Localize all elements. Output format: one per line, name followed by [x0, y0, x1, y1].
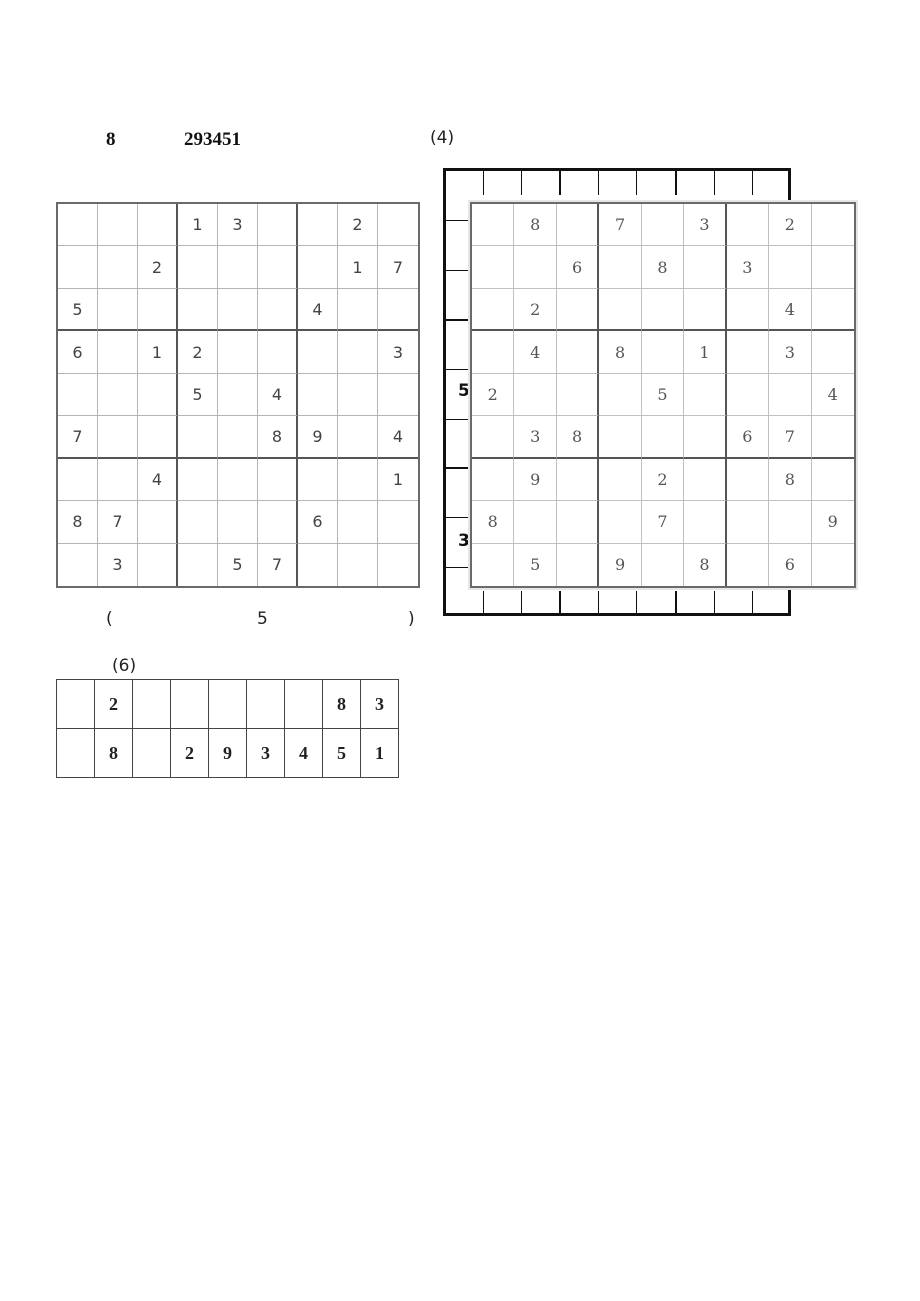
grid-cell: 4	[378, 416, 418, 458]
grid-cell	[258, 459, 298, 501]
grid-cell	[218, 246, 258, 288]
table-cell	[133, 729, 171, 778]
grid-cell	[378, 544, 418, 586]
table-cell: 4	[285, 729, 323, 778]
grid-cell	[218, 459, 258, 501]
grid-cell	[684, 501, 726, 543]
grid-cell: 1	[684, 331, 726, 373]
header-number-sequence: 293451	[184, 129, 241, 150]
grid-cell: 7	[58, 416, 98, 458]
grid-cell: 3	[769, 331, 811, 373]
grid-line	[446, 467, 472, 469]
grid-cell	[258, 501, 298, 543]
grid-line	[714, 591, 715, 616]
grid-cell: 4	[138, 459, 178, 501]
grid-cell	[98, 246, 138, 288]
grid-line	[446, 220, 472, 221]
grid-cell	[378, 374, 418, 416]
grid-cell	[514, 374, 556, 416]
grid-cell: 8	[472, 501, 514, 543]
grid-cell	[812, 459, 854, 501]
grid-cell	[684, 374, 726, 416]
grid-cell: 7	[378, 246, 418, 288]
grid-cell: 3	[514, 416, 556, 458]
grid-cell	[642, 204, 684, 246]
grid-cell	[338, 459, 378, 501]
grid-cell: 5	[58, 289, 98, 331]
grid-line	[714, 171, 715, 195]
grid-cell	[378, 289, 418, 331]
grid-cell: 1	[338, 246, 378, 288]
grid-cell	[684, 459, 726, 501]
grid-cell: 1	[138, 331, 178, 373]
grid-cell	[472, 416, 514, 458]
grid-line	[521, 591, 522, 616]
grid-cell	[338, 501, 378, 543]
grid-cell	[557, 459, 599, 501]
grid-cell	[58, 204, 98, 246]
grid-cell	[727, 331, 769, 373]
grid-cell: 9	[298, 416, 338, 458]
grid-cell	[98, 289, 138, 331]
grid-cell	[472, 459, 514, 501]
grid-cell	[258, 246, 298, 288]
grid-cell	[514, 501, 556, 543]
grid-cell	[218, 374, 258, 416]
grid-cell: 4	[769, 289, 811, 331]
grid-cell	[338, 289, 378, 331]
grid-cell	[378, 204, 418, 246]
grid-cell	[218, 501, 258, 543]
grid-cell: 8	[769, 459, 811, 501]
grid-cell	[642, 331, 684, 373]
grid-cell	[298, 204, 338, 246]
grid-cell: 3	[684, 204, 726, 246]
grid-cell	[298, 544, 338, 586]
grid-cell	[378, 501, 418, 543]
grid-cell	[514, 246, 556, 288]
grid-cell	[684, 246, 726, 288]
grid-cell	[472, 331, 514, 373]
grid-cell: 2	[178, 331, 218, 373]
grid-cell	[258, 331, 298, 373]
grid-cell	[298, 331, 338, 373]
grid-cell: 6	[58, 331, 98, 373]
grid-line	[675, 591, 677, 616]
grid-cell: 6	[557, 246, 599, 288]
grid-cell	[727, 374, 769, 416]
grid-cell	[727, 459, 769, 501]
grid-line	[483, 591, 484, 616]
grid-cell	[178, 289, 218, 331]
grid-cell: 6	[727, 416, 769, 458]
grid-cell	[769, 374, 811, 416]
grid-cell	[727, 501, 769, 543]
grid-line	[752, 171, 753, 195]
grid-cell	[298, 459, 338, 501]
table-cell	[285, 680, 323, 729]
partial-digit-3: 3	[458, 531, 470, 551]
grid-cell	[684, 416, 726, 458]
grid-cell: 5	[514, 544, 556, 586]
grid-line	[446, 419, 472, 420]
grid-cell	[727, 544, 769, 586]
grid-cell	[98, 204, 138, 246]
grid-cell	[338, 374, 378, 416]
grid-cell	[557, 289, 599, 331]
table-cell: 3	[361, 680, 399, 729]
grid-cell	[298, 246, 338, 288]
table-cell: 5	[323, 729, 361, 778]
grid-line	[675, 171, 677, 195]
table-row	[57, 680, 399, 729]
grid-cell	[98, 374, 138, 416]
grid-cell: 8	[642, 246, 684, 288]
grid-cell	[98, 416, 138, 458]
grid-line	[446, 567, 472, 568]
table-cell: 1	[361, 729, 399, 778]
grid-cell	[727, 289, 769, 331]
grid-cell: 8	[599, 331, 641, 373]
grid-cell	[599, 416, 641, 458]
grid-cell	[98, 331, 138, 373]
grid-cell	[98, 459, 138, 501]
grid-cell	[178, 416, 218, 458]
grid-cell: 8	[514, 204, 556, 246]
grid-line	[559, 591, 561, 616]
grid-cell	[258, 204, 298, 246]
grid-cell: 2	[338, 204, 378, 246]
grid-cell	[557, 544, 599, 586]
grid-cell: 9	[812, 501, 854, 543]
grid-cell	[769, 501, 811, 543]
grid-cell	[178, 246, 218, 288]
grid-cell	[557, 331, 599, 373]
grid-cell	[812, 204, 854, 246]
grid-cell	[138, 544, 178, 586]
grid-cell	[338, 544, 378, 586]
table-cell: 9	[209, 729, 247, 778]
grid-cell: 2	[514, 289, 556, 331]
table-cell	[57, 680, 95, 729]
grid-cell	[298, 374, 338, 416]
grid-line	[521, 171, 522, 195]
partial-sudoku-table	[56, 679, 399, 778]
table-cell	[171, 680, 209, 729]
grid-cell: 7	[769, 416, 811, 458]
puzzle-6-label: (6)	[112, 656, 137, 676]
grid-cell	[178, 501, 218, 543]
grid-cell: 8	[58, 501, 98, 543]
grid-cell	[812, 331, 854, 373]
grid-cell: 8	[684, 544, 726, 586]
grid-cell: 9	[514, 459, 556, 501]
grid-cell	[338, 331, 378, 373]
grid-line	[752, 591, 753, 616]
grid-cell	[812, 416, 854, 458]
grid-cell	[178, 459, 218, 501]
grid-cell	[557, 374, 599, 416]
grid-cell: 1	[178, 204, 218, 246]
sudoku-grid-right	[470, 202, 856, 588]
table-cell: 8	[95, 729, 133, 778]
grid-cell: 9	[599, 544, 641, 586]
grid-cell	[138, 416, 178, 458]
grid-cell	[58, 374, 98, 416]
grid-cell	[218, 331, 258, 373]
grid-line	[598, 591, 599, 616]
grid-cell: 8	[258, 416, 298, 458]
grid-line	[446, 319, 472, 321]
grid-cell: 6	[298, 501, 338, 543]
grid-cell	[599, 501, 641, 543]
grid-cell: 7	[642, 501, 684, 543]
grid-cell	[599, 374, 641, 416]
grid-cell	[557, 204, 599, 246]
grid-line	[559, 171, 561, 195]
grid-line	[446, 517, 472, 518]
header-number-8: 8	[106, 129, 116, 150]
grid-cell	[58, 246, 98, 288]
sudoku-grid-left	[56, 202, 420, 588]
caption-number: 5	[257, 609, 268, 629]
table-cell	[247, 680, 285, 729]
grid-cell	[812, 246, 854, 288]
grid-cell	[58, 544, 98, 586]
grid-cell: 7	[98, 501, 138, 543]
grid-cell	[138, 501, 178, 543]
grid-cell: 3	[378, 331, 418, 373]
table-cell	[57, 729, 95, 778]
table-cell	[209, 680, 247, 729]
grid-cell	[218, 416, 258, 458]
table-cell: 3	[247, 729, 285, 778]
grid-cell: 5	[178, 374, 218, 416]
grid-cell: 4	[298, 289, 338, 331]
grid-cell	[769, 246, 811, 288]
grid-cell	[218, 289, 258, 331]
grid-cell	[472, 204, 514, 246]
grid-cell: 4	[258, 374, 298, 416]
grid-cell	[727, 204, 769, 246]
puzzle-4-label: (4)	[430, 128, 455, 148]
grid-cell: 5	[642, 374, 684, 416]
grid-cell: 7	[599, 204, 641, 246]
table-cell: 2	[95, 680, 133, 729]
grid-line	[598, 171, 599, 195]
table-row	[57, 729, 399, 778]
grid-cell: 5	[218, 544, 258, 586]
partial-digit-5: 5	[458, 381, 470, 401]
grid-line	[636, 171, 637, 195]
table-cell: 2	[171, 729, 209, 778]
grid-cell	[58, 459, 98, 501]
grid-line	[446, 369, 472, 370]
grid-cell	[472, 289, 514, 331]
grid-cell	[472, 246, 514, 288]
grid-cell	[599, 246, 641, 288]
grid-line	[446, 270, 472, 271]
grid-line	[636, 591, 637, 616]
grid-cell	[599, 459, 641, 501]
grid-cell	[138, 289, 178, 331]
grid-cell: 1	[378, 459, 418, 501]
grid-cell: 3	[727, 246, 769, 288]
grid-cell: 8	[557, 416, 599, 458]
grid-line	[483, 171, 484, 195]
grid-cell	[812, 544, 854, 586]
grid-cell	[812, 289, 854, 331]
grid-cell	[684, 289, 726, 331]
table-cell: 8	[323, 680, 361, 729]
grid-cell	[138, 374, 178, 416]
grid-cell: 2	[769, 204, 811, 246]
grid-cell	[178, 544, 218, 586]
grid-cell: 2	[472, 374, 514, 416]
grid-cell: 3	[98, 544, 138, 586]
table-cell	[133, 680, 171, 729]
grid-cell: 6	[769, 544, 811, 586]
grid-cell: 2	[642, 459, 684, 501]
grid-cell: 4	[514, 331, 556, 373]
grid-cell: 4	[812, 374, 854, 416]
grid-cell	[642, 289, 684, 331]
grid-cell	[472, 544, 514, 586]
grid-cell	[557, 501, 599, 543]
grid-cell	[642, 544, 684, 586]
grid-cell	[258, 289, 298, 331]
grid-cell: 7	[258, 544, 298, 586]
grid-cell	[138, 204, 178, 246]
grid-cell	[338, 416, 378, 458]
caption-close-paren: )	[408, 609, 415, 629]
grid-cell	[642, 416, 684, 458]
grid-cell: 3	[218, 204, 258, 246]
caption-open-paren: (	[106, 609, 113, 629]
grid-cell	[599, 289, 641, 331]
grid-cell: 2	[138, 246, 178, 288]
